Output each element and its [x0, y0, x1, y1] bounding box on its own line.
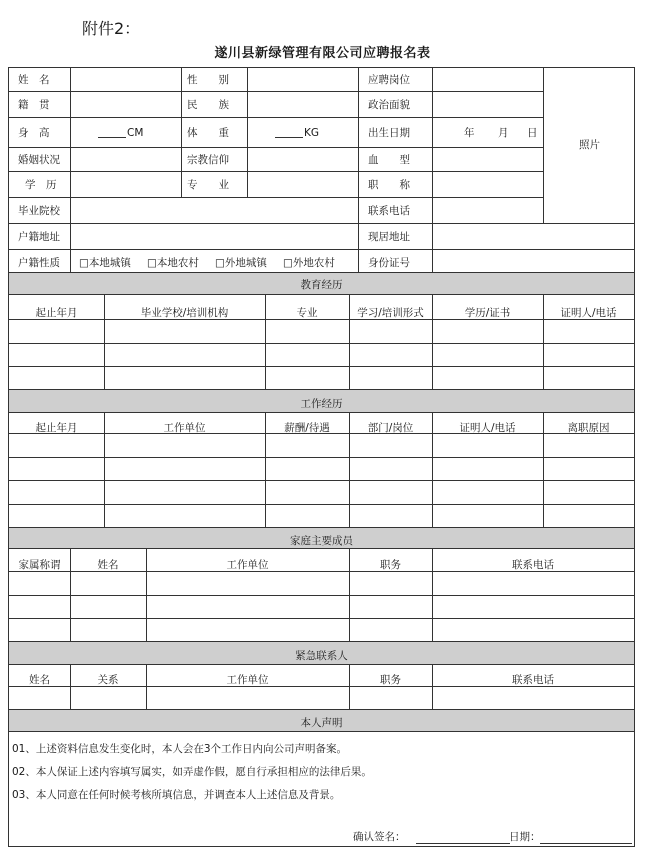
work-header-leave-reason: 离职原因 — [567, 422, 610, 434]
height-underline — [98, 137, 126, 138]
edu-header-school: 毕业学校/培训机构 — [140, 307, 229, 319]
grid-line — [9, 480, 634, 481]
edu-header-form: 学习/培训形式 — [357, 307, 424, 319]
grid-line — [349, 665, 350, 709]
marital-status-label: 婚姻状况 — [18, 154, 60, 166]
hukou-address-label: 户籍地址 — [18, 231, 60, 243]
declaration-item-1: 01、上述资料信息发生变化时，本人会在3个工作日内向公司声明备案。 — [12, 743, 348, 755]
date-line[interactable] — [540, 843, 632, 844]
work-title: 工作经历 — [300, 398, 343, 410]
family-title: 家庭主要成员 — [290, 535, 353, 547]
hukou-option-other-urban[interactable]: □外地城镇 — [215, 257, 267, 269]
education-label: 学 历 — [25, 179, 57, 191]
date-label: 日期： — [509, 831, 541, 843]
grid-line — [9, 91, 543, 92]
work-header-reference: 证明人/电话 — [459, 422, 516, 434]
edu-header-period: 起止年月 — [35, 307, 78, 319]
declaration-title: 本人声明 — [300, 717, 343, 729]
work-header-employer: 工作单位 — [163, 422, 206, 434]
family-header-name: 姓名 — [97, 559, 119, 571]
work-header-period: 起止年月 — [35, 422, 78, 434]
grid-line — [9, 595, 634, 596]
grid-line — [9, 504, 634, 505]
name-label: 姓 名 — [18, 74, 50, 86]
grid-line — [9, 249, 634, 250]
signature-label: 确认签名： — [353, 831, 406, 843]
grid-line — [543, 68, 544, 223]
religion-label: 宗教信仰 — [187, 154, 229, 166]
grid-line — [9, 223, 634, 224]
grid-line — [432, 68, 433, 272]
height-label: 身 高 — [18, 127, 50, 139]
emergency-header-relation: 关系 — [97, 674, 119, 686]
application-form — [8, 67, 635, 847]
emergency-header-name: 姓名 — [29, 674, 50, 686]
grid-line — [358, 68, 359, 272]
grid-line — [70, 665, 71, 709]
native-place-label: 籍 贯 — [18, 99, 50, 111]
major-label: 专 业 — [187, 179, 229, 191]
grid-line — [146, 665, 147, 709]
grid-line — [9, 366, 634, 367]
weight-underline — [275, 137, 303, 138]
political-status-label: 政治面貌 — [368, 99, 410, 111]
blood-type-label: 血 型 — [368, 154, 410, 166]
year-label: 年 — [464, 127, 475, 139]
form-title: 遂川县新绿管理有限公司应聘报名表 — [214, 46, 431, 61]
grid-line — [9, 171, 543, 172]
school-label: 毕业院校 — [18, 205, 60, 217]
emergency-title: 紧急联系人 — [295, 650, 348, 662]
attachment-label: 附件2： — [82, 19, 141, 38]
grid-line — [9, 197, 543, 198]
grid-line — [432, 665, 433, 709]
grid-line — [9, 618, 634, 619]
position-label: 应聘岗位 — [368, 74, 410, 86]
job-title-label: 职 称 — [368, 179, 410, 191]
grid-line — [181, 68, 182, 197]
family-header-employer: 工作单位 — [226, 559, 269, 571]
signature-line[interactable] — [416, 843, 510, 844]
weight-unit: KG — [304, 127, 320, 139]
ethnicity-label: 民 族 — [187, 99, 229, 111]
education-title: 教育经历 — [300, 279, 343, 291]
height-unit: CM — [127, 127, 144, 139]
hukou-type-label: 户籍性质 — [18, 257, 60, 269]
edu-header-reference: 证明人/电话 — [560, 307, 617, 319]
edu-header-major: 专业 — [296, 307, 318, 319]
work-header-salary: 薪酬/待遇 — [284, 422, 330, 434]
weight-label: 体 重 — [187, 127, 229, 139]
month-label: 月 — [498, 127, 509, 139]
grid-line — [9, 343, 634, 344]
edu-header-degree: 学历/证书 — [464, 307, 511, 319]
grid-line — [70, 68, 71, 272]
family-header-relation: 家属称谓 — [18, 559, 61, 571]
id-number-label: 身份证号 — [368, 257, 410, 269]
grid-line — [9, 457, 634, 458]
declaration-item-3: 03、本人同意在任何时候考核所填信息，并调查本人上述信息及背景。 — [12, 789, 341, 801]
emergency-header-position: 职务 — [380, 674, 401, 686]
phone-label: 联系电话 — [368, 205, 410, 217]
work-header-department: 部门/岗位 — [367, 422, 414, 434]
emergency-header-employer: 工作单位 — [226, 674, 269, 686]
hukou-option-local-rural[interactable]: □本地农村 — [147, 257, 199, 269]
photo-label: 照片 — [579, 139, 600, 151]
family-header-position: 职务 — [380, 559, 401, 571]
emergency-header-phone: 联系电话 — [512, 674, 554, 686]
family-header-phone: 联系电话 — [512, 559, 554, 571]
current-address-label: 现居地址 — [368, 231, 410, 243]
hukou-option-other-rural[interactable]: □外地农村 — [283, 257, 335, 269]
grid-line — [9, 147, 543, 148]
hukou-option-local-urban[interactable]: □本地城镇 — [79, 257, 131, 269]
grid-line — [9, 117, 543, 118]
declaration-item-2: 02、本人保证上述内容填写属实，如弄虚作假，愿自行承担相应的法律后果。 — [12, 766, 372, 778]
gender-label: 性 别 — [187, 74, 229, 86]
grid-line — [247, 68, 248, 197]
birth-date-label: 出生日期 — [368, 127, 410, 139]
day-label: 日 — [527, 127, 538, 139]
